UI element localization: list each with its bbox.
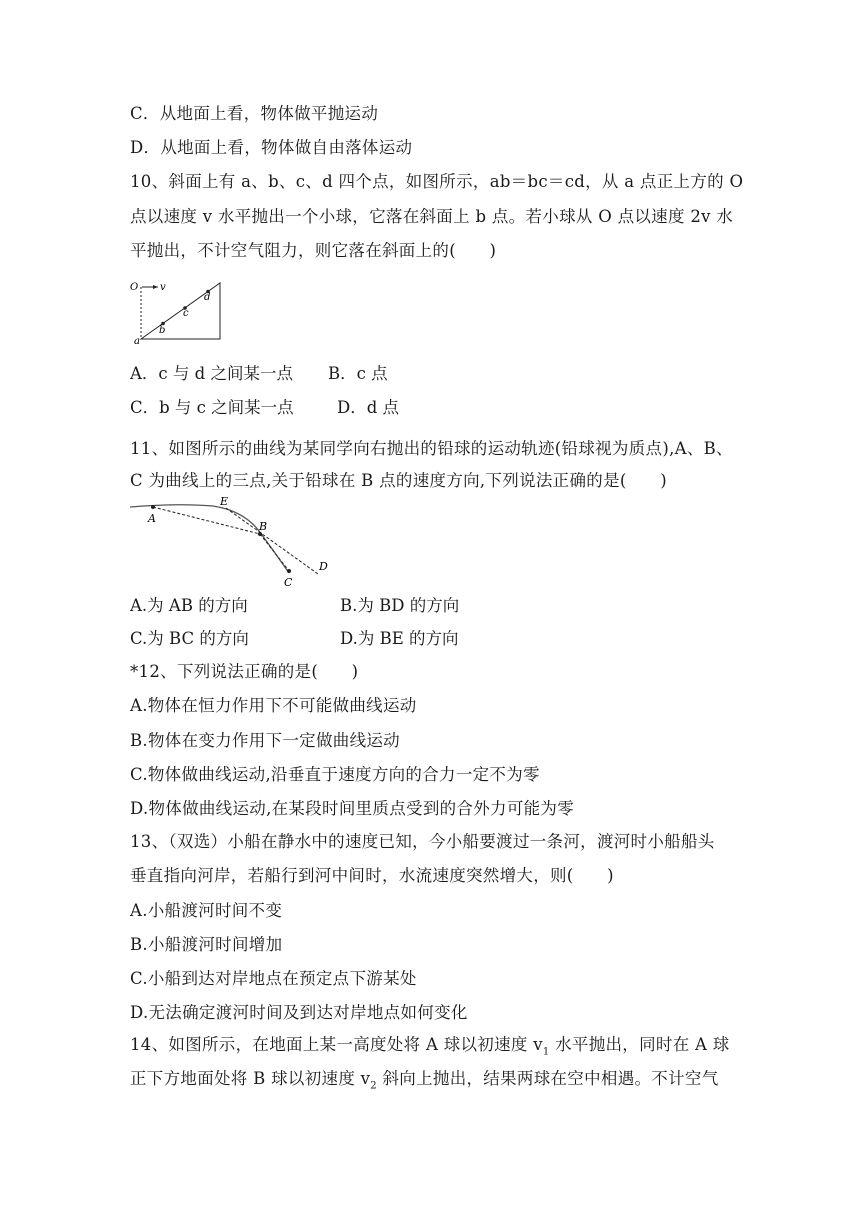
subscript-2: 2: [370, 1080, 377, 1092]
q14-text-2a: 正下方地面处将 B 球以初速度 v: [130, 1069, 371, 1088]
q14-text-1b: 水平抛出，同时在 A 球: [549, 1035, 730, 1054]
label-c: c: [183, 308, 189, 319]
label-E: E: [220, 495, 229, 508]
q13-option-a: A.小船渡河时间不变: [130, 901, 283, 920]
q11-option-b: B.为 BD 的方向: [340, 596, 460, 615]
label-b: b: [159, 325, 166, 336]
q10-option-d: D．d 点: [337, 398, 400, 417]
label-C: C: [284, 576, 293, 588]
option-9d: D．从地面上看，物体做自由落体运动: [130, 138, 413, 157]
q10-option-c: C．b 与 c 之间某一点: [130, 398, 294, 417]
q11-trajectory-figure: [128, 494, 338, 588]
label-a: a: [134, 336, 140, 346]
q11-option-d: D.为 BE 的方向: [340, 629, 459, 648]
label-D: D: [319, 560, 328, 573]
q14-text-2b: 斜向上抛出，结果两球在空中相遇。不计空气: [376, 1069, 719, 1088]
label-d: d: [204, 292, 211, 303]
q11-text-1: 11、如图所示的曲线为某同学向右抛出的铅球的运动轨迹(铅球视为质点),A、B、: [130, 439, 733, 458]
q12-text: *12、下列说法正确的是( ): [130, 662, 359, 681]
label-O: O: [130, 282, 139, 293]
label-A: A: [148, 512, 156, 525]
q12-option-d: D.物体做曲线运动,在某段时间里质点受到的合外力可能为零: [130, 799, 575, 818]
q10-text-3: 平抛出，不计空气阻力，则它落在斜面上的( ): [130, 241, 497, 260]
label-v: v: [160, 282, 166, 293]
q10-text-2: 点以速度 v 水平抛出一个小球，它落在斜面上 b 点。若小球从 O 点以速度 2v 水: [130, 207, 734, 226]
q12-option-b: B.物体在变力作用下一定做曲线运动: [130, 731, 400, 750]
q12-option-a: A.物体在恒力作用下不可能做曲线运动: [130, 696, 417, 715]
q10-incline-figure: [128, 278, 228, 346]
q10-option-a: A．c 与 d 之间某一点: [130, 364, 293, 383]
option-9c: C．从地面上看，物体做平抛运动: [130, 104, 379, 123]
subscript-1: 1: [542, 1046, 550, 1058]
q13-text-2: 垂直指向河岸，若船行到河中间时，水流速度突然增大，则( ): [130, 866, 614, 885]
q11-text-2: C 为曲线上的三点,关于铅球在 B 点的速度方向,下列说法正确的是( ): [130, 471, 667, 490]
q14-text-1: [130, 1035, 730, 1062]
q11-option-a: A.为 AB 的方向: [130, 596, 248, 615]
q14-text-2: [130, 1069, 719, 1096]
q10-text-1: 10、斜面上有 a、b、c、d 四个点，如图所示，ab＝bc＝cd，从 a 点正上方的 O: [130, 172, 744, 191]
q13-text-1: 13、（双选）小船在静水中的速度已知，今小船要渡过一条河，渡河时小船船头: [130, 832, 715, 851]
q13-option-b: B.小船渡河时间增加: [130, 935, 283, 954]
q11-option-c: C.为 BC 的方向: [130, 629, 249, 648]
label-B: B: [259, 520, 268, 533]
q10-option-b: B．c 点: [328, 364, 388, 383]
q13-option-c: C.小船到达对岸地点在预定点下游某处: [130, 969, 417, 988]
q13-option-d: D.无法确定渡河时间及到达对岸地点如何变化: [130, 1003, 468, 1022]
q12-option-c: C.物体做曲线运动,沿垂直于速度方向的合力一定不为零: [130, 765, 540, 784]
q14-text-1a: 14、如图所示，在地面上某一高度处将 A 球以初速度 v: [130, 1035, 543, 1054]
